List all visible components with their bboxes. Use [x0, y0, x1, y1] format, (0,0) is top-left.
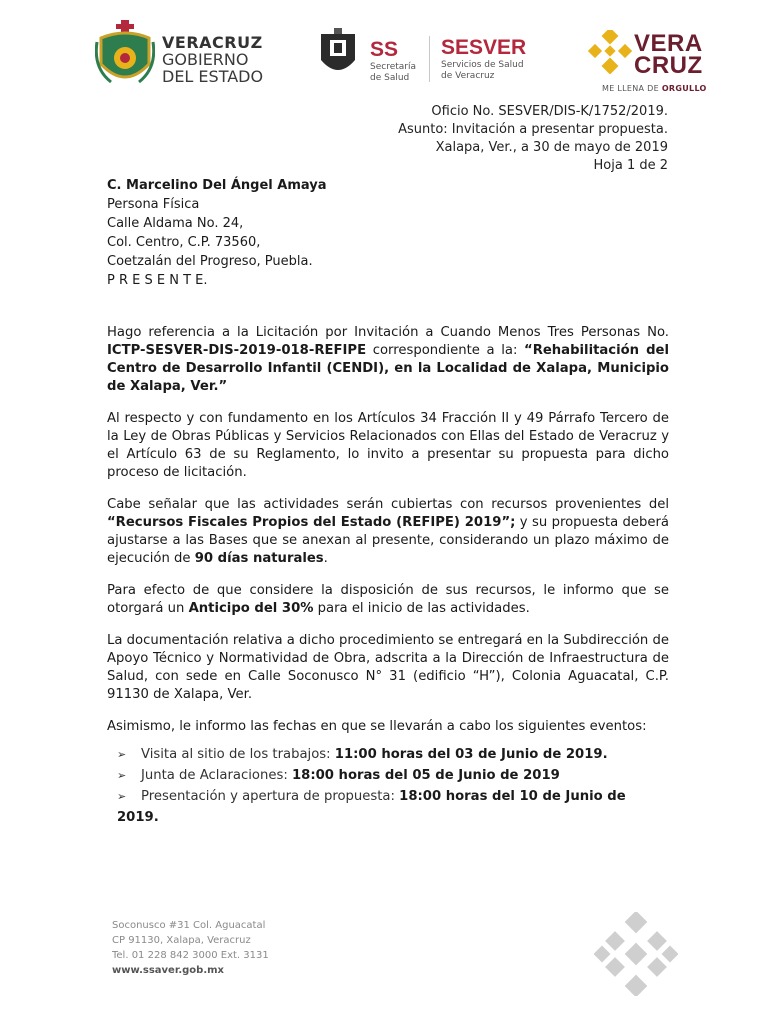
sesver-logo: SESVER	[441, 36, 527, 59]
addressee-city: Coetzalán del Progreso, Puebla.	[107, 254, 313, 269]
events-list	[107, 744, 669, 828]
footer-line1: Soconusco #31 Col. Aguacatal	[112, 920, 266, 931]
p1-text2: correspondiente a la:	[366, 343, 525, 358]
gov-line1: VERACRUZ	[162, 33, 263, 52]
paragraph-events-intro: Asimismo, le informo las fechas en que se llevarán a cabo los siguientes eventos:	[107, 719, 647, 734]
veracruz-shield-icon	[318, 28, 358, 80]
vera-line1: VERA	[634, 30, 703, 57]
p4-text2: para el inicio de las actividades.	[313, 601, 530, 616]
project-name: “Rehabilitación del Centro de Desarrollo Infantil (CENDI), en la Localidad de Xalapa, Municipio de Xalapa, Ver.”	[107, 343, 669, 394]
p3-end: .	[323, 551, 328, 566]
ss-sub-line2: de Salud	[370, 73, 410, 83]
state-government-wordmark	[162, 34, 263, 85]
asunto: Asunto: Invitación a presentar propuesta.	[398, 122, 668, 137]
event-datetime: 11:00 horas del 03 de Junio de 2019.	[334, 747, 608, 762]
list-item	[117, 786, 669, 828]
p3-text: Cabe señalar que las actividades serán cubiertas con recursos provenientes del	[107, 497, 669, 512]
funding-source: “Recursos Fiscales Propios del Estado (REFIPE) 2019”;	[107, 515, 516, 530]
list-item	[117, 765, 669, 786]
veracruz-brand-wordmark	[634, 30, 703, 79]
reference-block	[398, 103, 668, 175]
ss-subtitle	[370, 62, 416, 84]
ss-sub-line1: Secretaría	[370, 62, 416, 72]
footer-line3: Tel. 01 228 842 3000 Ext. 3131	[112, 950, 269, 961]
addressee-street: Calle Aldama No. 24,	[107, 216, 244, 231]
paragraph-legal-basis: Al respecto y con fundamento en los Artículos 34 Fracción II y 49 Párrafo Tercero de la Ley de Obras Públicas y Servicios Relacionados con Ellas del Estado de Veracruz y el Artículo 63 de su Reglamento, lo invito a presentar su propuesta para dicho proceso de licitación.	[107, 411, 669, 480]
event-datetime: 18:00 horas del 10 de Junio de 2019.	[117, 789, 626, 825]
place-date: Xalapa, Ver., a 30 de mayo de 2019	[435, 140, 668, 155]
advance-payment: Anticipo del 30%	[188, 601, 314, 616]
paragraph-reference	[107, 324, 669, 396]
state-coat-of-arms-logo	[95, 20, 155, 90]
arrow-bullet-icon: ➢	[117, 790, 127, 803]
event-label: Visita al sitio de los trabajos:	[141, 747, 335, 762]
ss-logo: SS	[370, 38, 399, 61]
execution-term: 90 días naturales	[194, 551, 324, 566]
arrow-bullet-icon: ➢	[117, 769, 127, 782]
paragraph-funding	[107, 496, 669, 568]
tagline-pre: ME LLENA DE	[602, 84, 659, 93]
footer-website: www.ssaver.gob.mx	[112, 965, 224, 976]
event-datetime: 18:00 horas del 05 de Junio de 2019	[291, 768, 560, 783]
letter-body	[107, 324, 669, 828]
paragraph-advance	[107, 582, 669, 618]
addressee-role: Persona Física	[107, 197, 200, 212]
sesver-subtitle	[441, 60, 524, 82]
event-label: Presentación y apertura de propuesta:	[141, 789, 400, 804]
page-counter: Hoja 1 de 2	[593, 158, 668, 173]
event-label: Junta de Aclaraciones:	[141, 768, 292, 783]
addressee-block	[107, 176, 327, 290]
paragraph-documentation: La documentación relativa a dicho procedimiento se entregará en la Subdirección de Apoyo Técnico y Normatividad de Obra, adscrita a la Dirección de Infraestructura de Salud, con sede en Calle Soconusco N° 31 (edificio “H”), Colonia Aguacatal, C.P. 91130 de Xalapa, Ver.	[107, 633, 669, 702]
oficio-number: Oficio No. SESVER/DIS-K/1752/2019.	[431, 104, 668, 119]
p1-text: Hago referencia a la Licitación por Invitación a Cuando Menos Tres Personas No.	[107, 325, 669, 340]
gov-line2: GOBIERNO	[162, 50, 249, 69]
p4-text: Para efecto de que considere la disposición de sus recursos, le informo que se otorgará un	[107, 583, 669, 616]
sesver-sub-line1: Servicios de Salud	[441, 60, 524, 70]
p3-text2: y su propuesta deberá ajustarse a las Bases que se anexan al presente, considerando un plazo máximo de ejecución de	[107, 515, 670, 566]
addressee-name: C. Marcelino Del Ángel Amaya	[107, 178, 327, 193]
header-divider	[429, 36, 430, 82]
list-item	[117, 744, 669, 765]
sesver-sub-line2: de Veracruz	[441, 71, 495, 81]
arrow-bullet-icon: ➢	[117, 748, 127, 761]
brand-tagline	[602, 84, 707, 93]
vera-line2: CRUZ	[634, 52, 703, 79]
footer-address	[112, 918, 269, 978]
veracruz-pattern-icon	[588, 30, 632, 74]
addressee-colonia: Col. Centro, C.P. 73560,	[107, 235, 261, 250]
gov-line3: DEL ESTADO	[162, 67, 264, 86]
footer-pattern-icon	[594, 912, 678, 996]
tender-number: ICTP-SESVER-DIS-2019-018-REFIPE	[107, 343, 367, 358]
tagline-bold: ORGULLO	[661, 84, 707, 93]
footer-line2: CP 91130, Xalapa, Veracruz	[112, 935, 251, 946]
presente: P R E S E N T E.	[107, 273, 208, 288]
